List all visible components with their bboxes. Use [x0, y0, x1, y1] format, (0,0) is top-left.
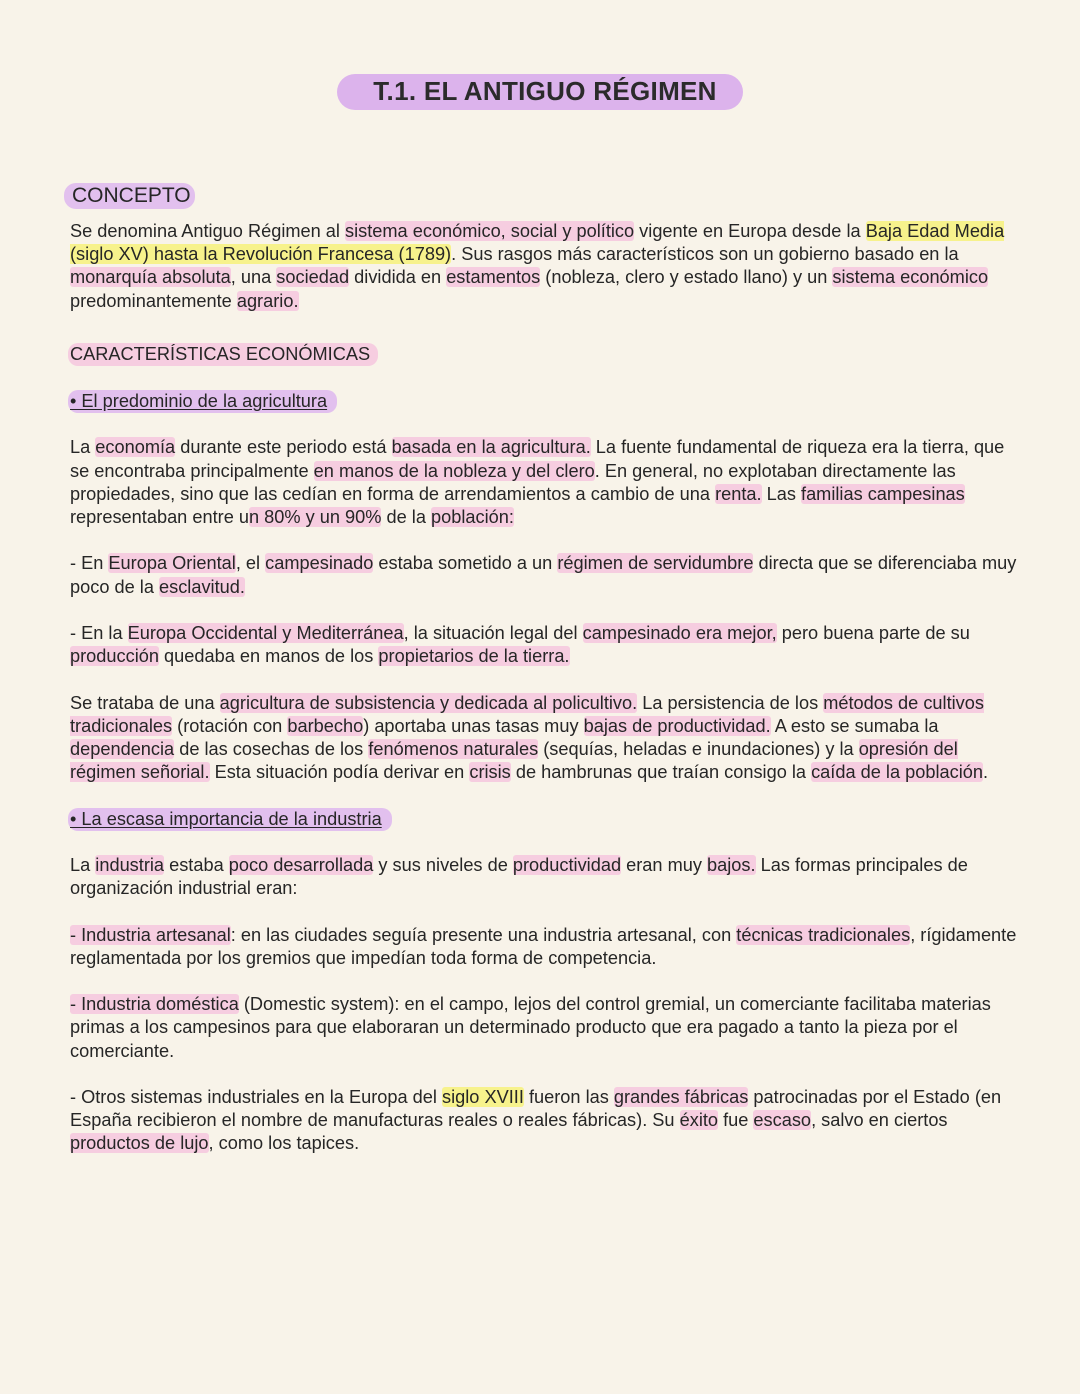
- economicas-heading: CARACTERÍSTICAS ECONÓMICAS: [68, 343, 378, 366]
- text-run: fueron las: [523, 1086, 614, 1107]
- concepto-heading: CONCEPTO: [64, 183, 195, 209]
- paragraph-agricultura: [70, 436, 1020, 529]
- text-run: estaba: [164, 854, 229, 875]
- text-run: de hambrunas que traían consigo la: [510, 762, 812, 783]
- highlight-pink: - Industria artesanal: [70, 924, 231, 945]
- page-title: T.1. EL ANTIGUO RÉGIMEN: [337, 74, 743, 110]
- text-run: fue: [718, 1110, 754, 1131]
- text-run: , el: [235, 553, 266, 574]
- text-run: quedaba en manos de los: [158, 646, 379, 667]
- text-run: patrocinadas por el Estado (en España recibieron el nombre de manufacturas reales o reales fábricas). Su: [70, 1086, 1002, 1131]
- text-run: durante este periodo está: [175, 437, 392, 458]
- text-run: eran muy: [621, 854, 707, 875]
- text-run: (nobleza, clero y estado llano) y un: [540, 267, 833, 288]
- highlight-pink: bajos.: [706, 854, 756, 875]
- text-run: La persistencia de los: [637, 692, 824, 713]
- highlight-pink: barbecho: [287, 715, 364, 736]
- highlight-yellow: Baja Edad Media (siglo XV) hasta la Revolución Francesa (1789): [70, 221, 1005, 265]
- highlight-pink: métodos de cultivos tradicionales: [70, 692, 984, 736]
- text-run: La fuente fundamental de riqueza era la tierra, que se encontraba principalmente: [70, 437, 1005, 481]
- highlight-pink: opresión del régimen señorial.: [70, 739, 958, 783]
- highlight-pink: industria: [95, 854, 165, 875]
- highlight-pink: poco desarrollada: [228, 854, 374, 875]
- highlight-pink: economía: [95, 437, 176, 458]
- text-run: . En general, no explotaban directamente las propiedades, sino que las cedían en forma de arrendamientos a cambio de una: [70, 460, 956, 504]
- highlight-pink: - Industria doméstica: [70, 994, 239, 1015]
- text-run: y sus niveles de: [373, 854, 513, 875]
- text-run: : en las ciudades seguía presente una industria artesanal, con: [230, 924, 737, 945]
- text-run: dividida en: [349, 267, 447, 288]
- text-run: Las: [761, 483, 802, 504]
- paragraph-industria-domestica: [70, 993, 1020, 1063]
- highlight-pink: productos de lujo: [70, 1133, 209, 1154]
- highlight-pink: producción: [70, 646, 159, 667]
- text-run: - En: [70, 553, 109, 574]
- highlight-pink: monarquía absoluta: [70, 267, 231, 288]
- concepto-paragraph: [70, 220, 1020, 313]
- text-run: (sequías, heladas e inundaciones) y la: [538, 739, 859, 759]
- subheading-industria: • La escasa importancia de la industria: [68, 808, 392, 831]
- text-run: Se trataba de una: [70, 692, 220, 713]
- text-run: La: [70, 437, 96, 458]
- highlight-pink: Europa Occidental y Mediterránea: [127, 623, 404, 643]
- document-body: [70, 183, 1020, 1156]
- highlight-pink: grandes fábricas: [613, 1086, 749, 1107]
- text-run: La: [70, 854, 96, 875]
- text-run: estaba sometido a un: [373, 553, 558, 574]
- highlight-pink: esclavitud.: [158, 576, 245, 597]
- text-run: representaban entre u: [70, 507, 249, 528]
- highlight-pink: sociedad: [276, 267, 350, 288]
- text-run: , como los tapices.: [208, 1133, 360, 1154]
- highlight-pink: sistema económico, social y político: [345, 221, 635, 241]
- highlight-pink: estamentos: [446, 267, 541, 288]
- highlight-pink: sistema económico: [832, 267, 989, 288]
- text-run: Esta situación podía derivar en: [209, 762, 470, 783]
- highlight-pink: campesinado era mejor,: [582, 623, 777, 643]
- text-run: (rotación con: [172, 715, 288, 736]
- highlight-yellow: siglo XVIII: [442, 1086, 524, 1107]
- highlight-pink: éxito: [679, 1110, 719, 1131]
- text-run: , salvo en ciertos: [811, 1110, 948, 1131]
- economicas-section: [70, 343, 1020, 366]
- highlight-pink: campesinado: [265, 553, 374, 574]
- text-run: directa que se diferenciaba muy poco de la: [70, 553, 1017, 597]
- text-run: Las formas principales de organización industrial eran:: [70, 854, 968, 899]
- highlight-pink: fenómenos naturales: [368, 739, 539, 759]
- highlight-pink: población:: [431, 507, 514, 528]
- text-run: - Otros sistemas industriales en la Europa del: [70, 1086, 443, 1107]
- highlight-pink: en manos de la nobleza y del clero: [313, 460, 595, 481]
- highlight-pink: agricultura de subsistencia y dedicada al policultivo.: [219, 692, 638, 713]
- highlight-pink: renta.: [715, 483, 762, 504]
- text-run: (Domestic system): en el campo, lejos del control gremial, un comerciante facilitaba materias primas a los campesinos para que elaboraran un determinado producto que era pagado a tanto la pieza por el comerciante.: [70, 994, 991, 1061]
- text-run: . Sus rasgos más característicos son un gobierno basado en la: [451, 244, 959, 265]
- text-run: ) aportaba unas tasas muy: [363, 715, 584, 736]
- text-run: A esto se sumaba la: [770, 715, 939, 736]
- paragraph-europa-occidental: [70, 622, 1020, 668]
- paragraph-subsistencia: [70, 692, 1020, 785]
- text-run: , una: [230, 267, 277, 288]
- paragraph-industria-artesanal: [70, 924, 1020, 970]
- paragraph-europa-oriental: [70, 552, 1020, 598]
- text-run: de las cosechas de los: [174, 739, 369, 759]
- highlight-pink: técnicas tradicionales: [736, 924, 911, 945]
- paragraph-industria: [70, 854, 1020, 900]
- paragraph-otros-sistemas: [70, 1086, 1020, 1156]
- text-run: - En la: [70, 623, 128, 643]
- subheading-industria-wrap: [70, 808, 1020, 831]
- subheading-agricultura: • El predominio de la agricultura: [68, 390, 337, 413]
- highlight-pink: agrario.: [236, 290, 299, 311]
- highlight-pink: productividad: [512, 854, 622, 875]
- concepto-section: [70, 183, 1020, 209]
- highlight-pink: crisis: [469, 762, 511, 783]
- highlight-pink: basada en la agricultura.: [391, 437, 591, 458]
- highlight-pink: n 80% y un 90%: [248, 507, 382, 528]
- text-run: predominantemente: [70, 290, 237, 311]
- text-run: Se denomina Antiguo Régimen al: [70, 221, 346, 241]
- title-wrap: [0, 74, 1080, 110]
- text-run: , la situación legal del: [403, 623, 583, 643]
- highlight-pink: propietarios de la tierra.: [378, 646, 570, 667]
- subheading-agricultura-wrap: [70, 390, 1020, 413]
- text-run: , rígidamente reglamentada por los gremios que impedían toda forma de competencia.: [70, 924, 1017, 968]
- highlight-pink: escaso: [753, 1110, 812, 1131]
- highlight-pink: familias campesinas: [801, 483, 965, 504]
- highlight-pink: bajas de productividad.: [583, 715, 771, 736]
- text-run: de la: [381, 507, 431, 528]
- highlight-pink: dependencia: [70, 739, 175, 759]
- text-run: .: [982, 762, 989, 783]
- highlight-pink: régimen de servidumbre: [557, 553, 754, 574]
- highlight-pink: Europa Oriental: [108, 553, 236, 574]
- text-run: pero buena parte de su: [776, 623, 970, 643]
- highlight-pink: caída de la población: [811, 762, 983, 783]
- text-run: vigente en Europa desde la: [634, 221, 866, 241]
